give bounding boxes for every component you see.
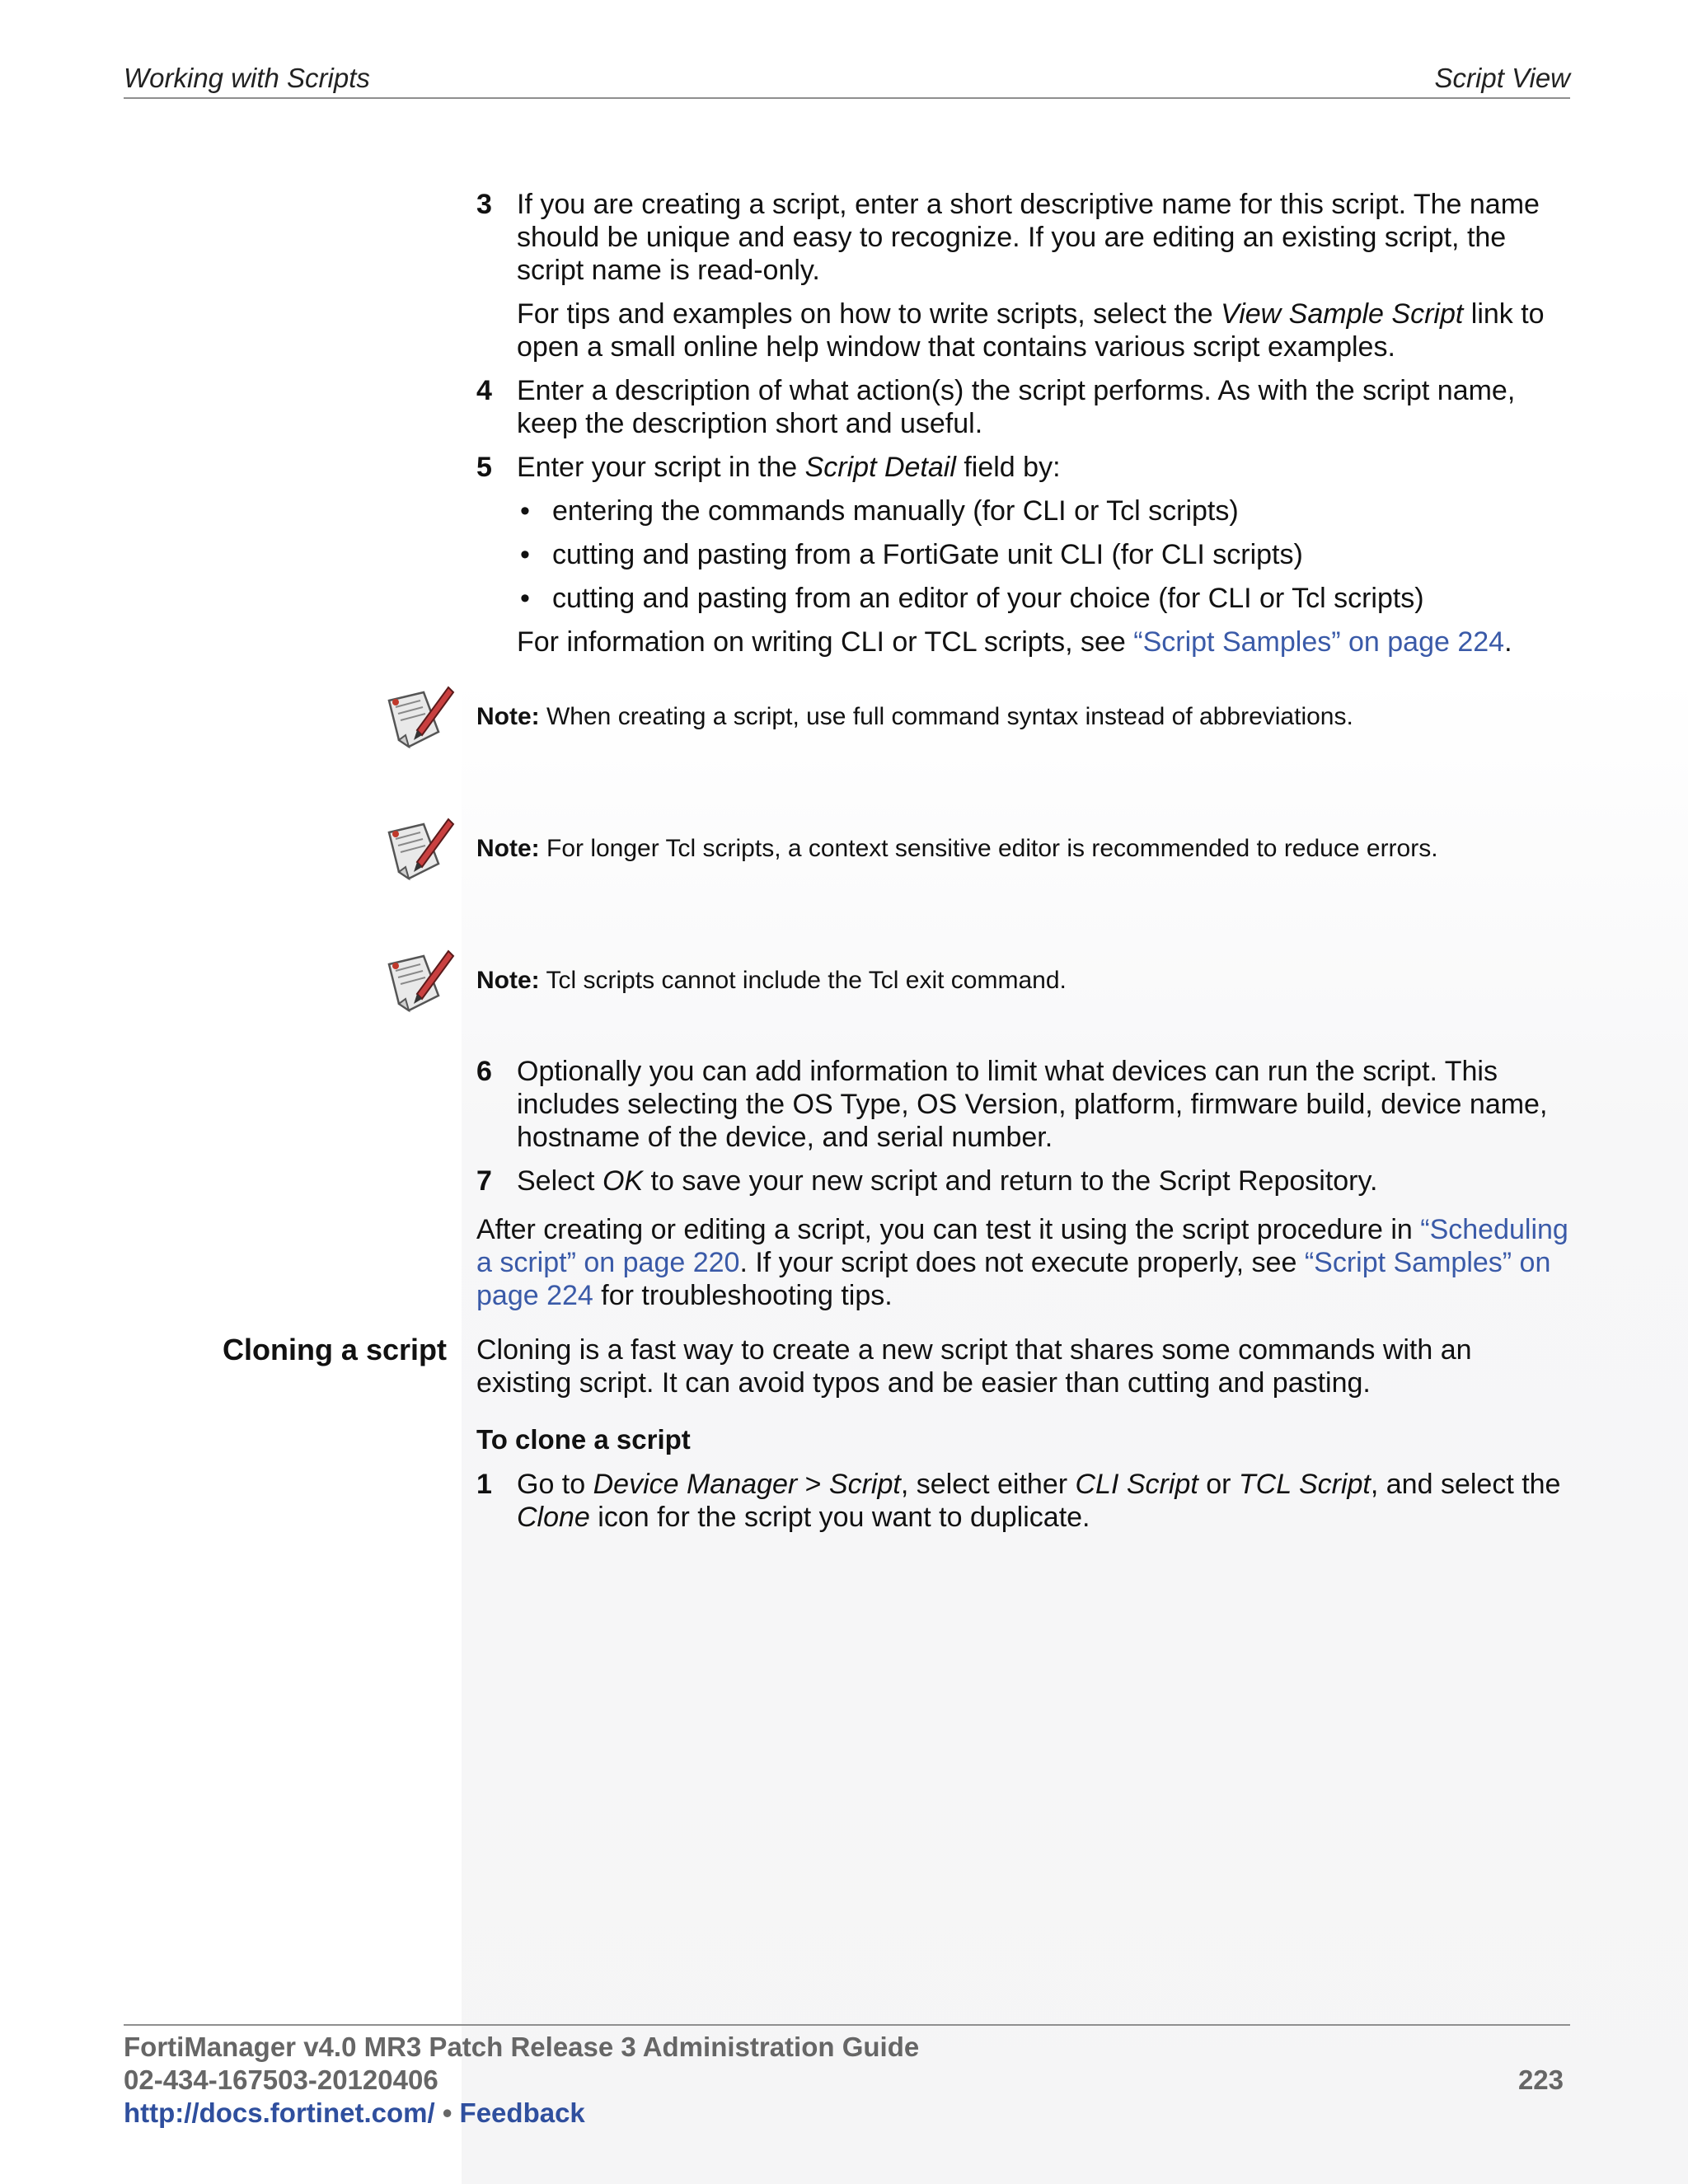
step-7 (476, 1165, 1573, 1197)
ui-reference: TCL Script (1238, 1469, 1371, 1500)
note-text: Note: When creating a script, use full command syntax instead of abbreviations. (476, 703, 1353, 730)
note-2 (476, 819, 1573, 951)
step-number: 3 (476, 189, 492, 220)
step-5 (476, 451, 1573, 658)
list-item: • cutting and pasting from a FortiGate unit CLI (for CLI scripts) (517, 538, 1573, 571)
document-number: 02-434-167503-20120406 (124, 2064, 438, 2095)
step-tip: For tips and examples on how to write scripts, select the View Sample Script link to open a small online help window that contains various script examples. (517, 298, 1545, 363)
page-footer (124, 2024, 1570, 2130)
docs-url-link[interactable]: http://docs.fortinet.com/ (124, 2097, 435, 2128)
note-icon (384, 682, 455, 753)
note-3 (476, 951, 1573, 1055)
note-1 (476, 687, 1573, 819)
scheduling-link[interactable]: “Scheduling a script” on page 220 (476, 1214, 1568, 1278)
ui-reference: Clone (517, 1502, 590, 1533)
step-info: For information on writing CLI or TCL scripts, see “Script Samples” on page 224. (517, 626, 1512, 658)
section-heading: Cloning a script (222, 1333, 447, 1366)
header-section: Script View (1434, 63, 1570, 93)
step-3 (476, 188, 1573, 363)
running-header (124, 59, 1570, 99)
cloning-intro: Cloning is a fast way to create a new script that shares some commands with an existing script. It can avoid typos and be easier than cutting and pasting. (476, 1334, 1472, 1399)
page-number: 223 (1517, 2064, 1564, 2095)
ui-reference: Device Manager (593, 1469, 798, 1500)
separator: • (434, 2097, 460, 2128)
ui-reference: Script Detail (804, 452, 956, 483)
guide-title: FortiManager v4.0 MR3 Patch Release 3 Administration Guide (124, 2032, 920, 2062)
note-text: Note: Tcl scripts cannot include the Tcl exit command. (476, 967, 1067, 994)
step-4 (476, 374, 1573, 440)
note-icon (384, 814, 455, 885)
header-chapter: Working with Scripts (124, 63, 370, 93)
note-text: Note: For longer Tcl scripts, a context sensitive editor is recommended to reduce errors. (476, 835, 1438, 862)
ui-reference: View Sample Script (1221, 298, 1464, 330)
step-text: Optionally you can add information to limit what devices can run the script. This includes selecting the OS Type, OS Version, platform, firmware build, device name, hostname of the device, and serial number. (517, 1056, 1548, 1153)
clone-step-1 (476, 1468, 1573, 1534)
step-number: 1 (476, 1469, 492, 1500)
list-item: • entering the commands manually (for CLI or Tcl scripts) (517, 494, 1573, 527)
ui-reference: CLI Script (1075, 1469, 1198, 1500)
step-text: Enter your script in the Script Detail field by: (517, 452, 1061, 483)
ui-reference: Script (828, 1469, 901, 1500)
step-number: 6 (476, 1056, 492, 1087)
list-item: • cutting and pasting from an editor of your choice (for CLI or Tcl scripts) (517, 582, 1573, 615)
step-text: Enter a description of what action(s) the script performs. As with the script name, keep the description short and useful. (517, 375, 1516, 439)
step-number: 7 (476, 1165, 492, 1197)
ui-reference: OK (602, 1165, 644, 1197)
after-creating-paragraph: After creating or editing a script, you can test it using the script procedure in “Scheduling a script” on page 220. If your script does not execute properly, see “Script Samples” on page 224 for troubleshooting tips. (476, 1214, 1568, 1311)
main-content (222, 188, 1573, 1544)
note-icon (384, 946, 455, 1017)
script-samples-link[interactable]: “Script Samples” on page 224 (1133, 626, 1505, 658)
procedure-title: To clone a script (476, 1424, 691, 1455)
step-number: 4 (476, 375, 492, 406)
cloning-section (222, 1333, 1573, 1534)
step-text: If you are creating a script, enter a short descriptive name for this script. The name should be unique and easy to recognize. If you are editing an existing script, the script name is read-only. (517, 189, 1540, 286)
step-text: Select OK to save your new script and return to the Script Repository. (517, 1165, 1378, 1197)
bullet-list (517, 494, 1573, 615)
step-number: 5 (476, 452, 492, 483)
step-6 (476, 1055, 1573, 1154)
step-text: Go to Device Manager > Script, select either CLI Script or TCL Script, and select the Clone icon for the script you want to duplicate. (517, 1469, 1561, 1533)
script-samples-link[interactable]: “Script Samples” on page 224 (476, 1247, 1551, 1311)
feedback-link[interactable]: Feedback (459, 2097, 585, 2128)
